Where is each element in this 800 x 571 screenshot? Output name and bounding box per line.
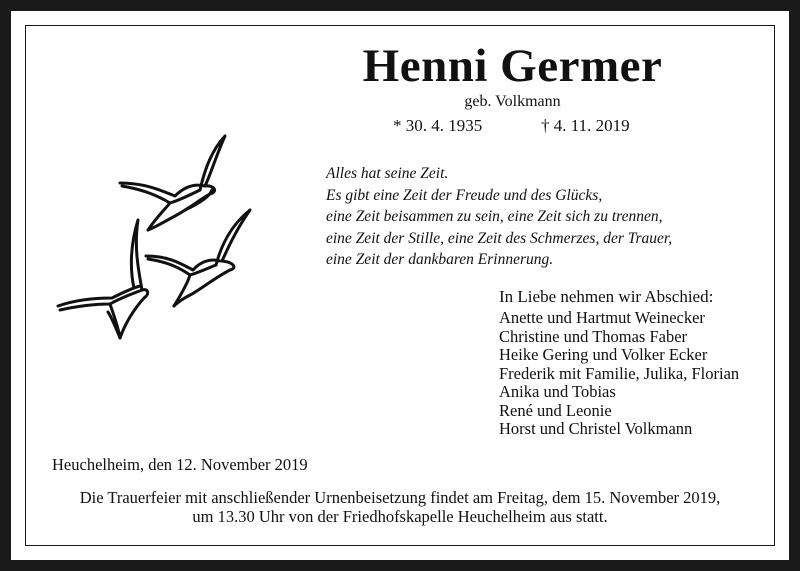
notice-line-1: Die Trauerfeier mit anschließender Urnenbeisetzung findet am Freitag, dem 15. November 2019,	[79, 488, 721, 507]
farewell-intro: In Liebe nehmen wir Abschied:	[499, 287, 714, 306]
mourner-entry: Heike Gering und Volker Ecker	[499, 345, 708, 364]
mourner-entry: Anika und Tobias	[499, 382, 616, 401]
mourner-entry: René und Leonie	[499, 400, 612, 420]
bird-top-icon	[120, 136, 225, 230]
funeral-notice	[25, 488, 775, 526]
poem	[326, 163, 672, 271]
poem-line: Alles hat seine Zeit.	[326, 165, 449, 182]
poem-line: eine Zeit der Stille, eine Zeit des Schmerzes, der Trauer,	[326, 229, 673, 247]
poem-line: eine Zeit beisammen zu sein, eine Zeit sich zu trennen,	[326, 208, 663, 225]
flying-birds-icon	[50, 128, 260, 348]
mourner-entry: Christine und Thomas Faber	[499, 326, 688, 346]
poem-line: Es gibt eine Zeit der Freude und des Glücks,	[326, 186, 603, 204]
mourners-list	[499, 309, 739, 439]
deceased-name: Henni Germer	[362, 40, 663, 92]
death-date: † 4. 11. 2019	[541, 116, 630, 135]
notice-line-2: um 13.30 Uhr von der Friedhofskapelle Heuchelheim aus statt.	[192, 507, 608, 526]
bird-bottom-icon	[58, 220, 148, 338]
mourner-entry: Anette und Hartmut Weinecker	[499, 308, 705, 327]
place-date: Heuchelheim, den 12. November 2019	[52, 455, 308, 474]
mourner-entry: Horst und Christel Volkmann	[499, 419, 693, 438]
birth-date: * 30. 4. 1935	[393, 116, 483, 135]
poem-line: eine Zeit der dankbaren Erinnerung.	[326, 251, 554, 268]
mourner-entry: Frederik mit Familie, Julika, Florian	[499, 363, 740, 383]
birth-name: geb. Volkmann	[464, 93, 561, 110]
